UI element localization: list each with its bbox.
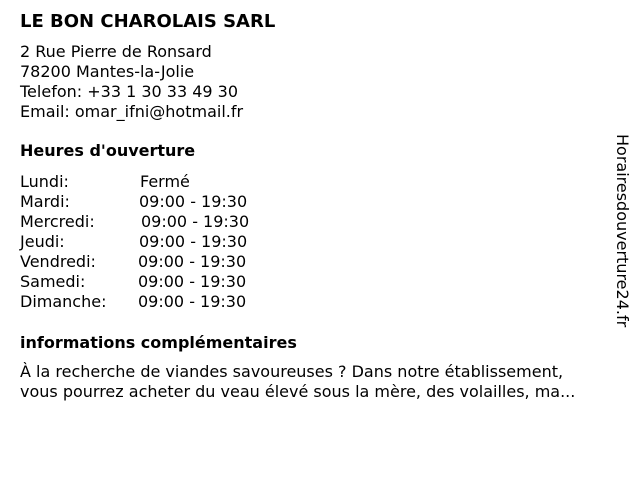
- hours-row-wednesday: [20, 212, 610, 232]
- hours-table: [20, 172, 610, 312]
- hours-time: Fermé: [140, 172, 190, 191]
- hours-time: 09:00 - 19:30: [138, 252, 247, 271]
- hours-time: 09:00 - 19:30: [141, 212, 250, 231]
- hours-day: Dimanche:: [20, 292, 107, 311]
- hours-row-friday: [20, 252, 610, 272]
- hours-heading: Heures d'ouverture: [20, 141, 196, 160]
- hours-day: Mardi:: [20, 192, 70, 211]
- hours-time: 09:00 - 19:30: [138, 292, 247, 311]
- hours-time: 09:00 - 19:30: [138, 272, 247, 291]
- info-heading: informations complémentaires: [20, 333, 297, 352]
- hours-row-thursday: [20, 232, 610, 252]
- hours-day: Samedi:: [20, 272, 86, 291]
- street-address: 2 Rue Pierre de Ronsard: [20, 42, 212, 61]
- site-watermark: Horairesdouverture24.fr: [613, 134, 632, 328]
- hours-day: Vendredi:: [20, 252, 96, 271]
- hours-row-monday: [20, 172, 610, 192]
- address-block: [20, 42, 610, 122]
- hours-time: 09:00 - 19:30: [139, 192, 248, 211]
- info-description-line: vous pourrez acheter du veau élevé sous la mère, des volailles, ma...: [20, 382, 576, 401]
- hours-row-tuesday: [20, 192, 610, 212]
- info-description-line: À la recherche de viandes savoureuses ? Dans notre établissement,: [20, 362, 564, 381]
- hours-time: 09:00 - 19:30: [139, 232, 248, 251]
- hours-day: Jeudi:: [20, 232, 65, 251]
- hours-row-sunday: [20, 292, 610, 312]
- info-description: [20, 362, 610, 402]
- business-card: [20, 10, 610, 402]
- email-address: Email: omar_ifni@hotmail.fr: [20, 102, 244, 121]
- phone-number: Telefon: +33 1 30 33 49 30: [20, 82, 239, 101]
- hours-row-saturday: [20, 272, 610, 292]
- business-name: LE BON CHAROLAIS SARL: [20, 11, 276, 32]
- hours-day: Lundi:: [20, 172, 69, 191]
- city-address: 78200 Mantes-la-Jolie: [20, 62, 195, 81]
- hours-day: Mercredi:: [20, 212, 95, 231]
